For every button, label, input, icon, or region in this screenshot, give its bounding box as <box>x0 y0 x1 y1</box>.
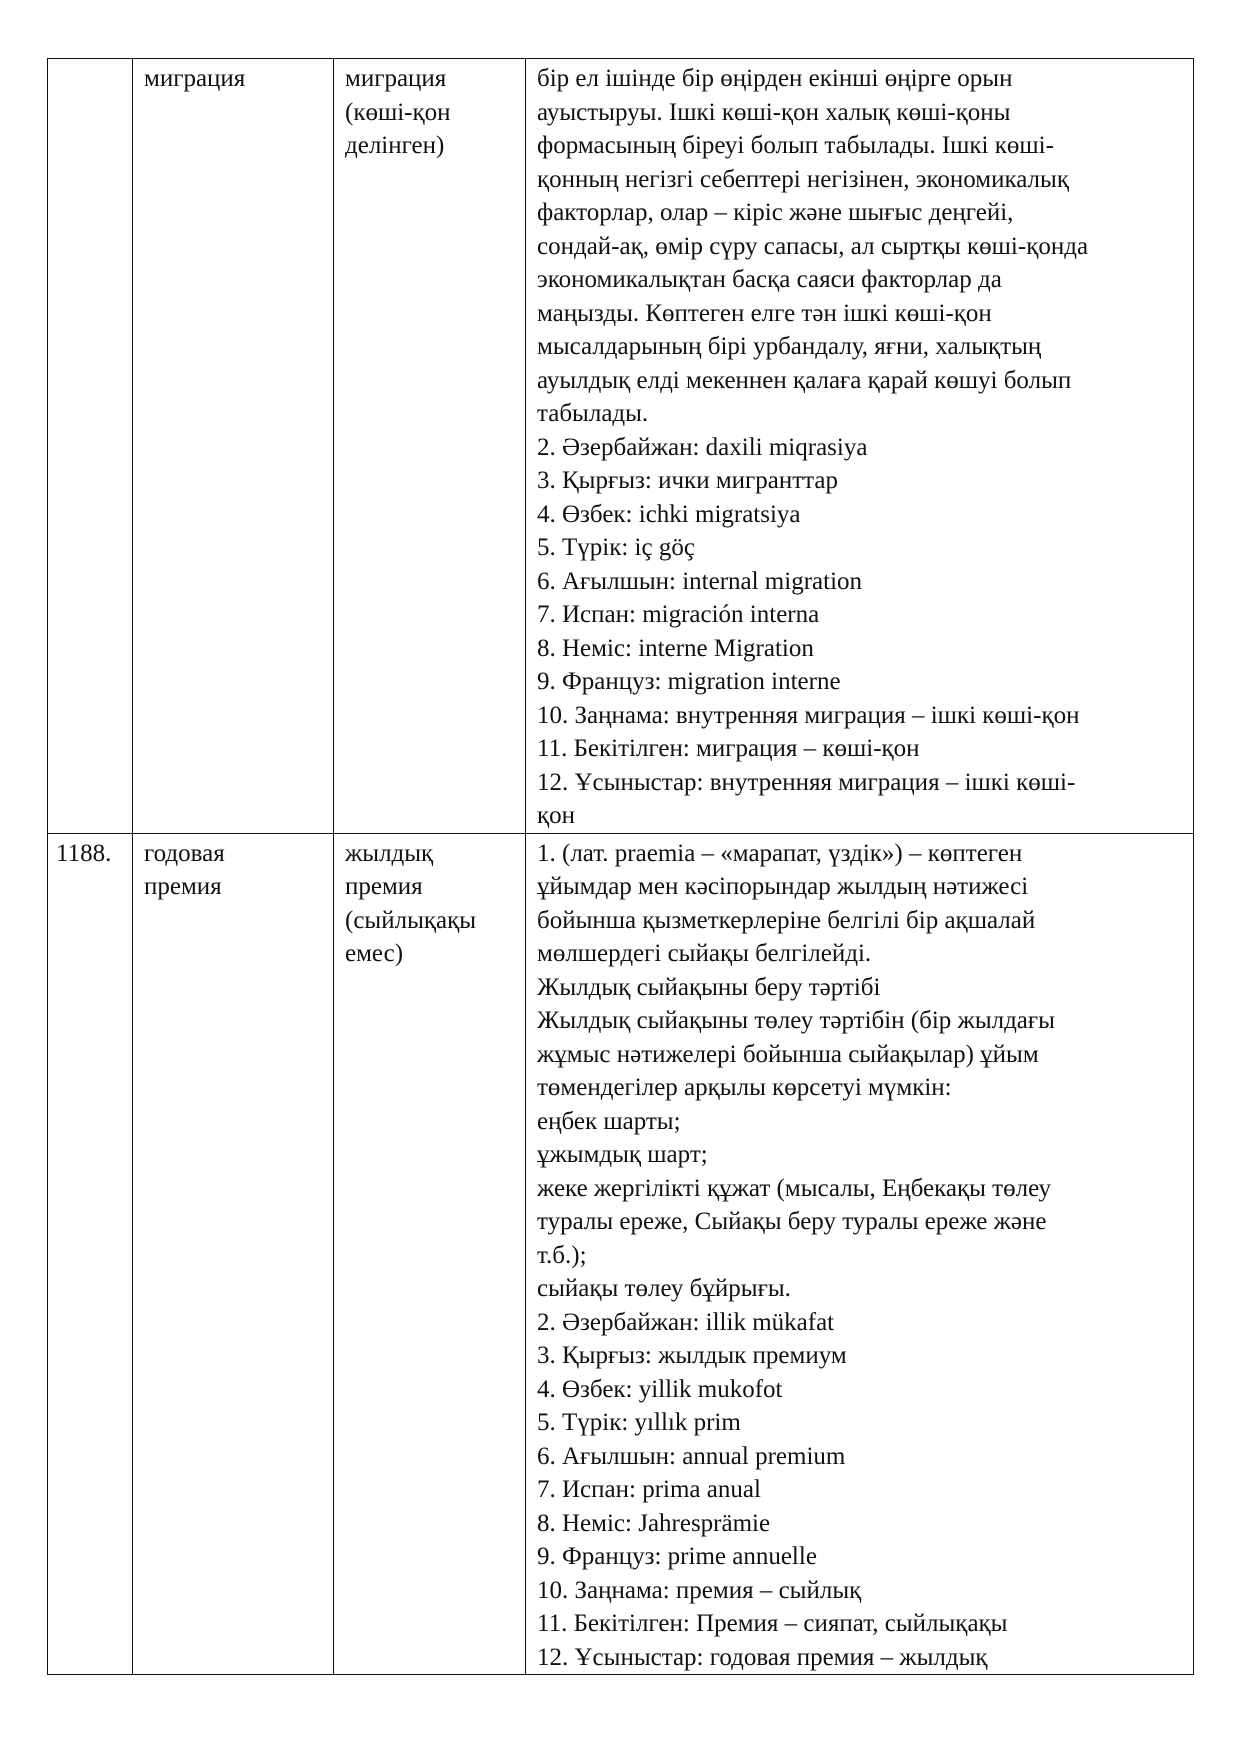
definition-line: 3. Қырғыз: жылдык премиум <box>537 1342 847 1369</box>
definition-line: төмендегілер арқылы көрсетуі мүмкін: <box>537 1074 952 1101</box>
definition-line: ауыстыруы. Ішкі көші-қон халық көші-қоны <box>537 98 1011 126</box>
definition-cell <box>526 59 1194 834</box>
definition-line: 9. Француз: prime annuelle <box>537 1543 817 1570</box>
table-row <box>48 833 1194 1675</box>
definition-line: факторлар, олар – кіріс және шығыс деңгейі, <box>537 199 1014 226</box>
definition-line: 11. Бекітілген: Премия – сияпат, сыйлықақы <box>537 1610 1008 1637</box>
definition-line: 7. Испан: prima anual <box>537 1476 761 1503</box>
definition-line: 8. Неміс: Jahresprämie <box>537 1509 771 1537</box>
definition-line: мысалдарының бірі урбандалу, яғни, халықтың <box>537 333 1042 360</box>
term-ru-cell <box>133 59 334 834</box>
table-row <box>48 59 1194 834</box>
definition-line: мөлшердегі сыйақы белгілейді. <box>537 940 872 967</box>
glossary-body <box>48 59 1194 1675</box>
entry-number-cell <box>48 833 133 1675</box>
term-kk-line: делінген) <box>345 132 445 159</box>
definition-line: т.б.); <box>537 1241 587 1269</box>
glossary-table <box>47 58 1194 1675</box>
definition-line: қон <box>537 802 576 829</box>
term-kk-line: (сыйлықақы <box>345 906 477 934</box>
definition-line: жеке жергілікті құжат (мысалы, Еңбекақы төлеу <box>537 1174 1052 1202</box>
definition-line: бір ел ішінде бір өңірден екінші өңірге орын <box>537 65 1013 92</box>
definition-line: 12. Ұсыныстар: годовая премия – жылдық <box>537 1643 988 1671</box>
definition-line: 5. Түрік: yıllık prim <box>537 1409 741 1436</box>
definition-line: 6. Ағылшын: internal migration <box>537 567 863 595</box>
definition-line: 5. Түрік: iç göç <box>537 534 695 561</box>
definition-line: ауылдық елді мекеннен қалаға қарай көшуі болып <box>537 366 1072 394</box>
definition-cell <box>526 833 1194 1675</box>
definition-line: Жылдық сыйақыны беру тәртібі <box>537 973 881 1001</box>
term-kk-line: емес) <box>345 940 404 967</box>
definition-line: 4. Өзбек: yillik mukofot <box>537 1375 783 1403</box>
definition-line: маңызды. Көптеген елге тән ішкі көші-қон <box>537 299 992 327</box>
definition-line: 4. Өзбек: ichki migratsiya <box>537 500 801 528</box>
term-ru-cell <box>133 833 334 1675</box>
term-kk-cell <box>334 59 526 834</box>
definition-line: 6. Ағылшын: annual premium <box>537 1442 846 1470</box>
term-kk-line: миграция <box>345 65 447 92</box>
term-ru-line: миграция <box>144 65 246 92</box>
definition-line: ұйымдар мен кәсіпорындар жылдың нәтижесі <box>537 873 1029 900</box>
definition-line: қонның негізгі себептері негізінен, экономикалық <box>537 165 1069 193</box>
definition-line: еңбек шарты; <box>537 1107 681 1135</box>
definition-line: сыйақы төлеу бұйрығы. <box>537 1275 791 1302</box>
term-ru-line: премия <box>144 873 222 900</box>
definition-line: 7. Испан: migración interna <box>537 601 820 628</box>
definition-line: экономикалықтан басқа саяси факторлар да <box>537 266 1002 293</box>
definition-line: 11. Бекітілген: миграция – көші-қон <box>537 735 920 762</box>
definition-line: Жылдық сыйақыны төлеу тәртібін (бір жылдағы <box>537 1007 1055 1034</box>
definition-line: бойынша қызметкерлеріне белгілі бір ақшалай <box>537 906 1036 934</box>
definition-line: формасының біреуі болып табылады. Ішкі көші- <box>537 132 1054 159</box>
definition-line: жұмыс нәтижелері бойынша сыйақылар) ұйым <box>537 1040 1039 1068</box>
definition-line: 3. Қырғыз: ички мигранттар <box>537 467 839 494</box>
definition-line: 9. Француз: migration interne <box>537 668 841 695</box>
term-kk-line: премия <box>345 873 423 900</box>
definition-line: 10. Заңнама: премия – сыйлық <box>537 1576 862 1604</box>
definition-line: 2. Әзербайжан: illik mükafat <box>537 1308 835 1336</box>
definition-line: ұжымдық шарт; <box>537 1141 708 1168</box>
definition-line: сондай-ақ, өмір сүру сапасы, ал сыртқы көші-қонда <box>537 232 1089 260</box>
entry-number: 1188. <box>56 839 112 867</box>
definition-line: 12. Ұсыныстар: внутренняя миграция – ішкі көші- <box>537 768 1076 796</box>
entry-number-cell <box>48 59 133 834</box>
definition-line: 1. (лат. praemia – «марапат, үздік») – көптеген <box>537 839 1023 867</box>
definition-line: 2. Әзербайжан: daxili miqrasiya <box>537 433 868 461</box>
term-kk-line: (көші-қон <box>345 98 451 126</box>
term-kk-cell <box>334 833 526 1675</box>
term-kk-line: жылдық <box>345 839 434 867</box>
definition-line: 10. Заңнама: внутренняя миграция – ішкі көші-қон <box>537 701 1080 729</box>
definition-line: табылады. <box>537 400 649 427</box>
definition-line: 8. Неміс: interne Migration <box>537 634 814 662</box>
term-ru-line: годовая <box>144 839 225 867</box>
definition-line: туралы ереже, Сыйақы беру туралы ереже және <box>537 1208 1047 1235</box>
